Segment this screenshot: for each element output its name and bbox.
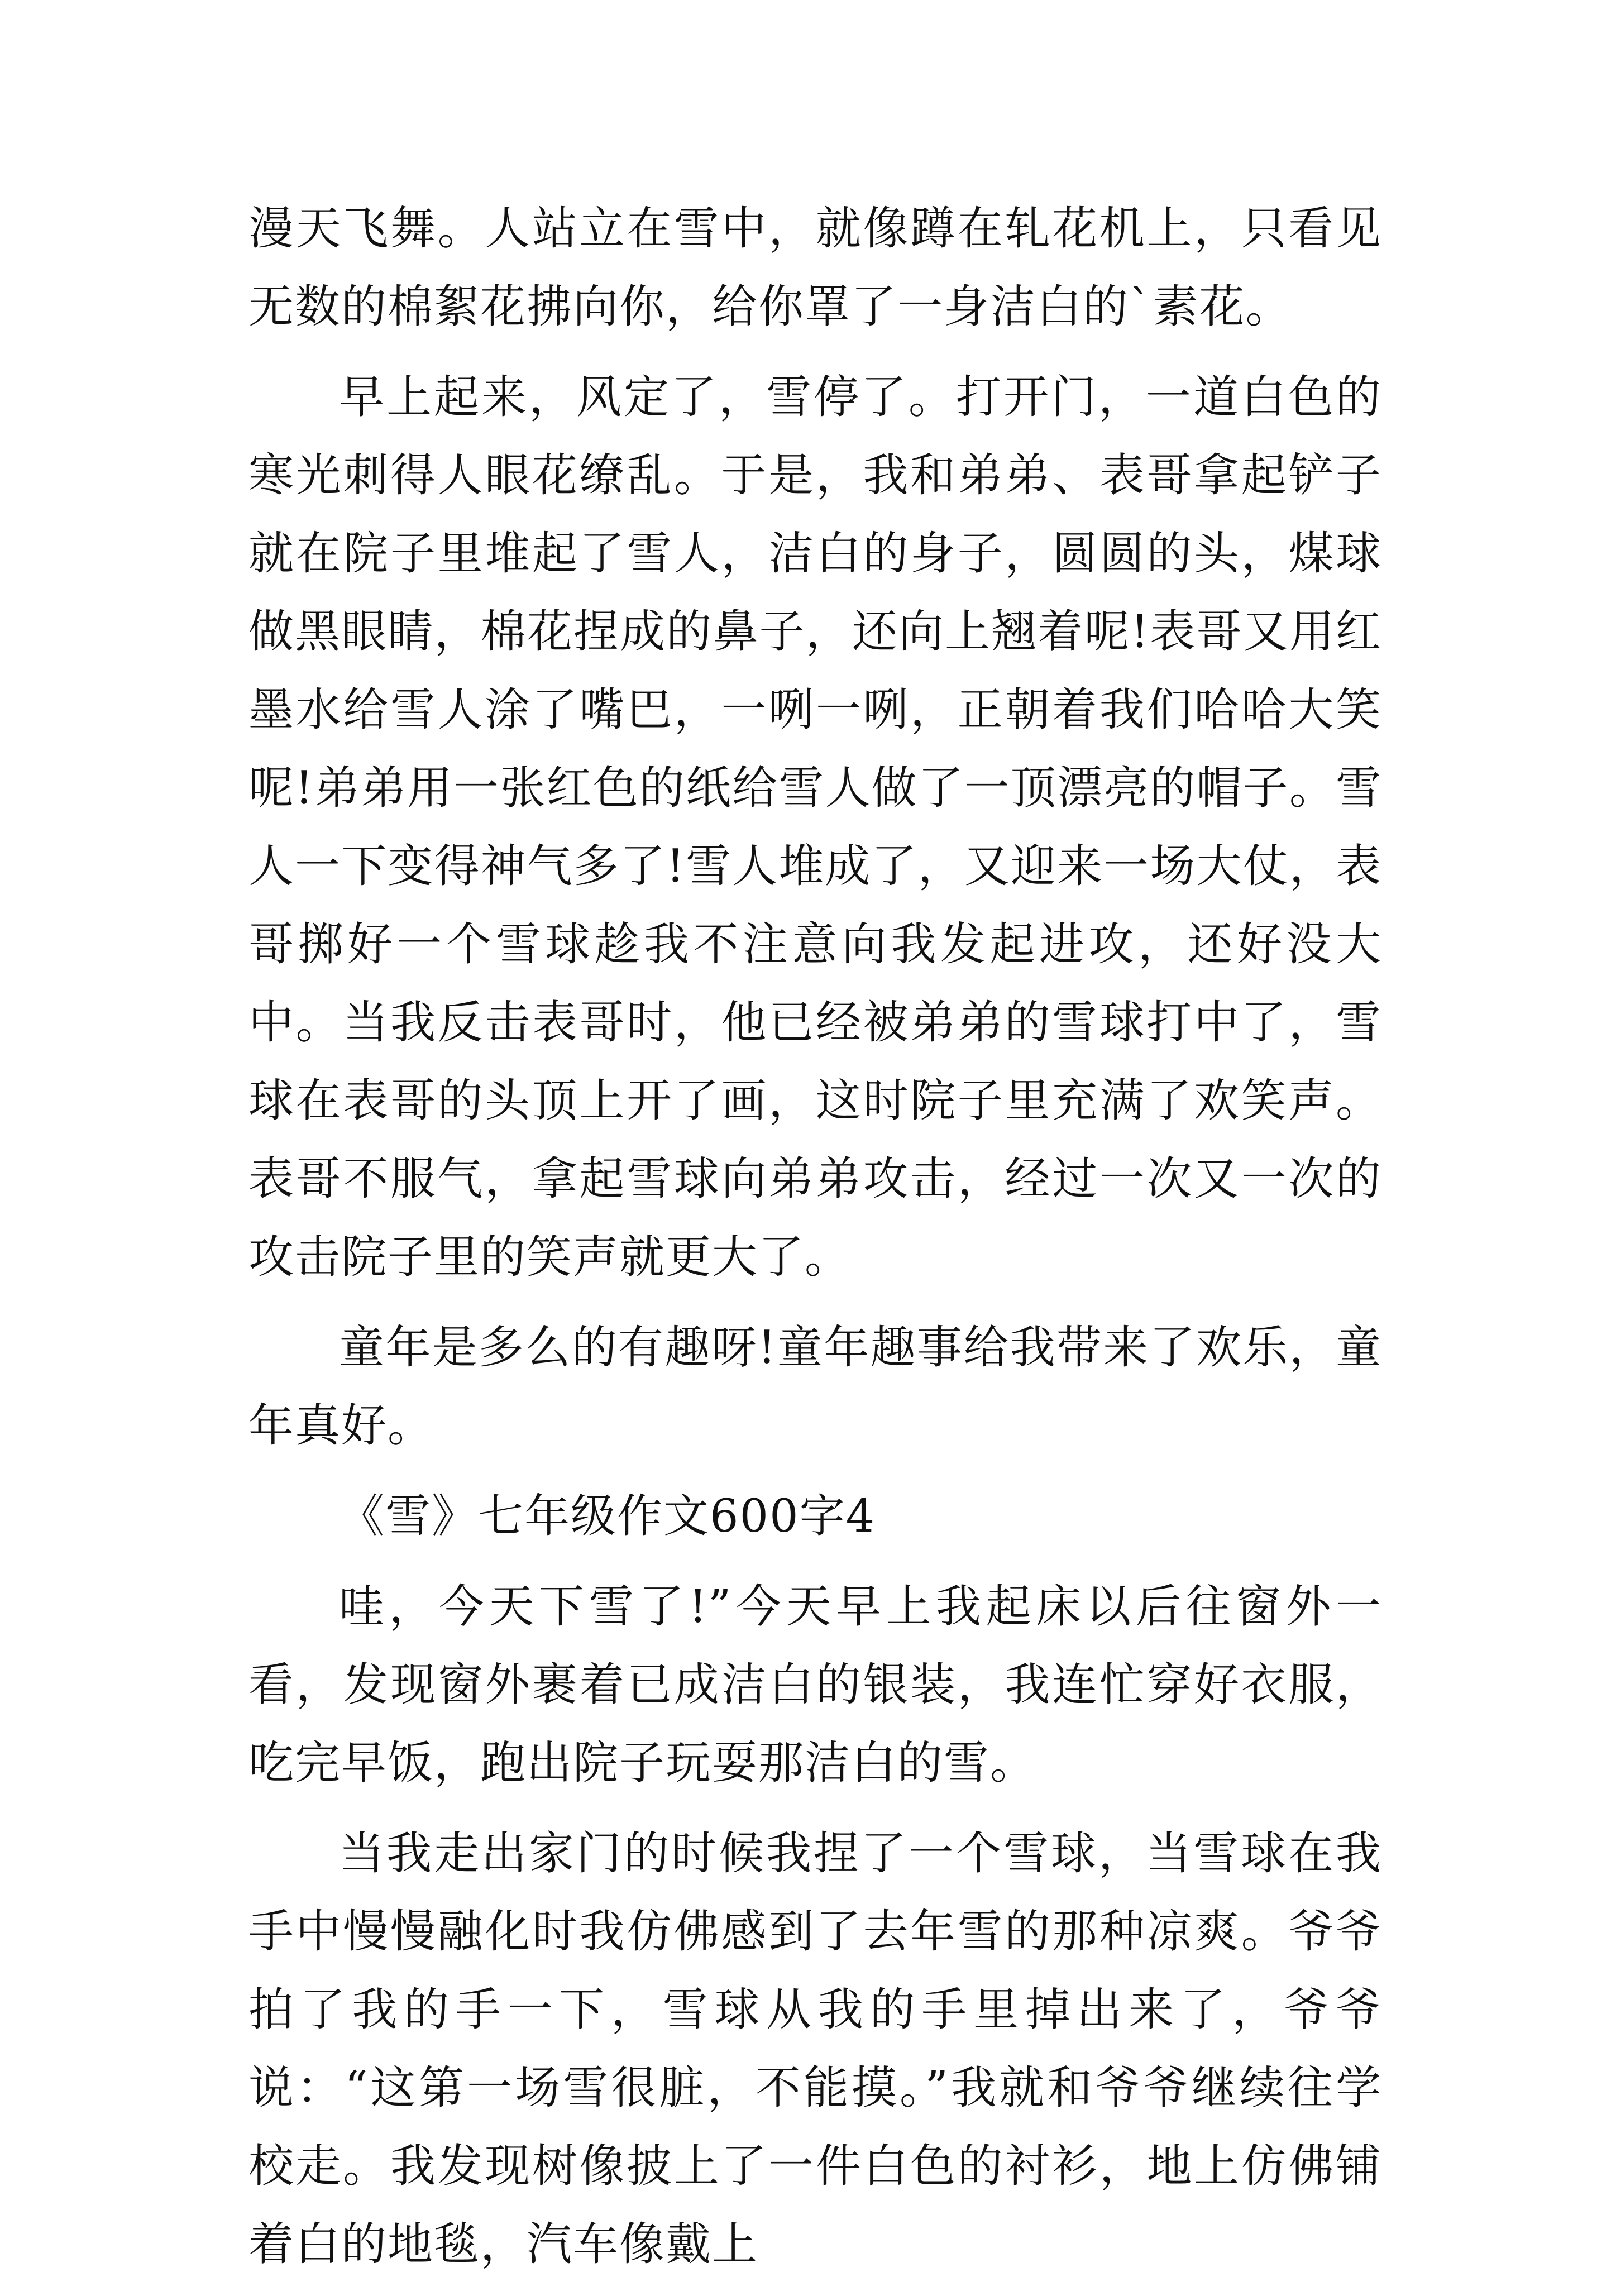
- paragraph-snowball: 当我走出家门的时候我捏了一个雪球，当雪球在我手中慢慢融化时我仿佛感到了去年雪的那种凉爽。爷爷拍了我的手一下，雪球从我的手里掉出来了，爷爷说：“这第一场雪很脏，不能摸。”我就和爷爷继续往学校走。我发现树像披上了一件白色的衬衫，地上仿佛铺着白的地毯，汽车像戴上: [248, 1828, 1382, 2271]
- paragraph-snowfall: 哇，今天下雪了!”今天早上我起床以后往窗外一看，发现窗外裹着已成洁白的银装，我连忙穿好衣服，吃完早饭，跑出院子玩耍那洁白的雪。: [248, 1581, 1382, 1790]
- paragraph-continuation: 漫天飞舞。人站立在雪中，就像蹲在轧花机上，只看见无数的棉絮花拂向你，给你罩了一身洁白的`素花。: [248, 203, 1382, 333]
- paragraph-snowman: 早上起来，风定了，雪停了。打开门，一道白色的寒光刺得人眼花缭乱。于是，我和弟弟、表哥拿起铲子就在院子里堆起了雪人，洁白的身子，圆圆的头，煤球做黑眼睛，棉花捏成的鼻子，还向上翘着呢!表哥又用红墨水给雪人涂了嘴巴，一咧一咧，正朝着我们哈哈大笑呢!弟弟用一张红色的纸给雪人做了一顶漂亮的帽子。雪人一下变得神气多了!雪人堆成了，又迎来一场大仗，表哥掷好一个雪球趁我不注意向我发起进攻，还好没大中。当我反击表哥时，他已经被弟弟的雪球打中了，雪球在表哥的头顶上开了画，这时院子里充满了欢笑声。表哥不服气，拿起雪球向弟弟攻击，经过一次又一次的攻击院子里的笑声就更大了。: [248, 371, 1382, 1284]
- essay-heading: 《雪》七年级作文600字4: [339, 1490, 876, 1543]
- paragraph-childhood: 童年是多么的有趣呀!童年趣事给我带来了欢乐，童年真好。: [248, 1322, 1382, 1452]
- document-body: [248, 190, 1382, 2296]
